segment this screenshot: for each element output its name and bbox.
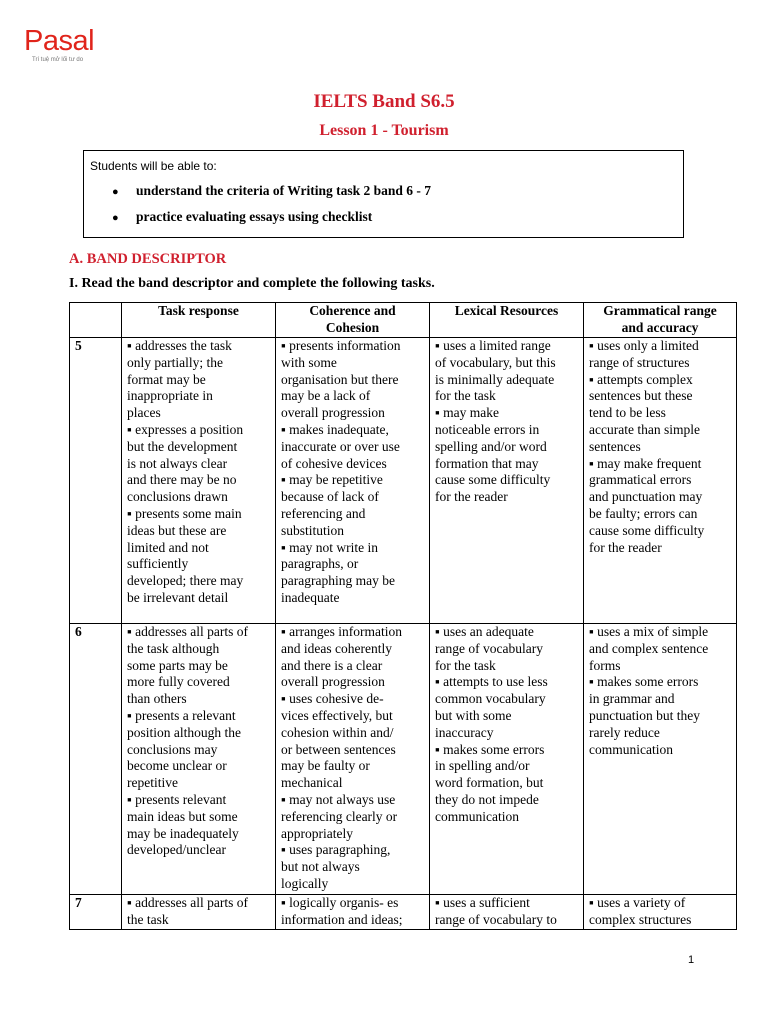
cell-line: ▪ uses a mix of simple [589,624,709,639]
cell-line: ▪ uses only a limited [589,338,699,353]
objectives-intro: Students will be able to: [90,159,217,173]
objective-item [112,183,431,199]
cell-line: ▪ uses a sufficient [435,895,530,910]
cell-line: or between sentences [281,741,396,757]
objective-text: practice evaluating essays using checklist [136,209,373,224]
cell-line: because of lack of [281,489,379,505]
task-instruction: I. Read the band descriptor and complete the following tasks. [69,276,435,291]
lesson-subtitle: Lesson 1 - Tourism [319,122,449,139]
cell-line: ▪ uses a limited range [435,338,551,353]
cell-line: accurate than simple [589,421,700,437]
cell-line: become unclear or [127,758,227,774]
objective-item [112,209,372,225]
cell-line: cause some difficulty [435,472,551,488]
cell-line: inaccurate or over use [281,438,400,454]
cell-line: ▪ addresses all parts of [127,895,248,910]
cell-line: sentences but these [589,388,693,404]
cell-line: inaccuracy [435,724,494,740]
cell-line: ▪ addresses the task [127,338,232,353]
cell-line: paragraphs, or [281,556,359,572]
cell-line: referencing and [281,505,366,521]
cell-line: position although the [127,724,241,740]
cell-line: range of structures [589,354,690,370]
cell-line: mechanical [281,775,343,791]
cell-line: organisation but there [281,371,399,387]
cell-line: be irrelevant detail [127,589,229,605]
cell-line: ▪ may make frequent [589,455,702,471]
cell-line: range of vocabulary to [435,911,557,927]
column-header-task-response [122,303,276,338]
cell-line: the task [127,911,169,927]
band-column-header [70,303,122,338]
cell-line: may be inadequately [127,825,239,841]
cell-line: communication [435,808,519,824]
task-response-cell [122,624,276,895]
cell-line: formation that may [435,455,539,471]
cell-line: complex structures [589,911,692,927]
cell-line: and punctuation may [589,489,703,505]
cell-line: for the reader [589,539,662,555]
cell-line: is not always clear [127,455,228,471]
objective-text: understand the criteria of Writing task 2 band 6 - 7 [136,183,432,198]
cell-line: range of vocabulary [435,640,543,656]
cell-line: ▪ expresses a position [127,421,244,437]
cell-line: inappropriate in [127,388,213,404]
cell-line: format may be [127,371,206,387]
cell-line: and ideas coherently [281,640,392,656]
cell-line: rarely reduce [589,724,660,740]
cell-line: main ideas but some [127,808,238,824]
cell-line: cohesion within and/ [281,724,394,740]
table-row [70,624,737,895]
cell-line: common vocabulary [435,691,546,707]
cell-line: but not always [281,859,360,875]
cell-line: inadequate [281,589,340,605]
cell-line: ▪ addresses all parts of [127,624,248,639]
cell-line: cause some difficulty [589,522,705,538]
cell-line: noticeable errors in [435,421,540,437]
cell-line: paragraphing may be [281,573,395,589]
cell-line: vices effectively, but [281,707,393,723]
cell-line: conclusions drawn [127,489,228,505]
band-score: 5 [70,338,122,624]
task-response-cell [122,338,276,624]
cell-line: limited and not [127,539,209,555]
band-score: 6 [70,624,122,895]
cell-line: appropriately [281,825,353,841]
column-header-grammar [584,303,737,338]
cell-line: tend to be less [589,405,666,421]
grammar-cell [584,338,737,624]
cell-line: punctuation but they [589,707,700,723]
cell-line: the task although [127,640,220,656]
cell-line: overall progression [281,405,385,421]
grammar-cell [584,895,737,930]
lexical-cell [430,624,584,895]
bullet-icon: ● [112,212,119,224]
cell-line: only partially; the [127,354,223,370]
cell-line: for the reader [435,489,508,505]
grammar-cell [584,624,737,895]
cell-line: ▪ makes some errors [589,674,699,690]
coherence-cell [276,338,430,624]
cell-line: forms [589,657,621,673]
cell-line: Grammatical range [603,303,717,318]
cell-line: spelling and/or word [435,438,547,454]
cell-line: Cohesion [325,319,380,335]
cell-line: referencing clearly or [281,808,398,824]
cell-line: of vocabulary, but this [435,354,556,370]
cell-line: logically [281,875,329,891]
table-row [70,895,737,930]
cell-line: substitution [281,522,345,538]
cell-line: ▪ attempts complex [589,371,693,387]
cell-line: than others [127,691,187,707]
cell-line: ▪ presents some main [127,505,242,521]
cell-line: is minimally adequate [435,371,555,387]
cell-line: Task response [158,303,239,318]
cell-line: ▪ uses cohesive de- [281,691,384,707]
table-header-row [70,303,737,338]
cell-line: developed; there may [127,573,244,589]
cell-line: in grammar and [589,691,675,707]
cell-line: Lexical Resources [454,303,559,318]
cell-line: communication [589,741,673,757]
cell-line: word formation, but [435,775,544,791]
cell-line: ▪ may not always use [281,791,396,807]
pasal-logo [24,26,94,63]
cell-line: sentences [589,438,641,454]
cell-line: may be faulty or [281,758,370,774]
cell-line: overall progression [281,674,385,690]
cell-line: and accuracy [621,319,699,335]
cell-line: information and ideas; [281,911,403,927]
cell-line: but with some [435,707,512,723]
lexical-cell [430,895,584,930]
cell-line: ▪ uses an adequate [435,624,534,639]
cell-line: ▪ makes some errors [435,741,545,757]
cell-line: of cohesive devices [281,455,387,471]
cell-line: ▪ makes inadequate, [281,421,389,437]
page-number: 1 [688,954,695,966]
cell-line: places [127,405,161,421]
cell-line: in spelling and/or [435,758,530,774]
cell-line: may be a lack of [281,388,371,404]
lexical-cell [430,338,584,624]
cell-line: ▪ may make [435,405,500,421]
cell-line: be faulty; errors can [589,505,698,521]
cell-line: with some [281,354,337,370]
cell-line: developed/unclear [127,842,226,858]
cell-line: ▪ logically organis- es [281,895,399,910]
column-header-coherence [276,303,430,338]
cell-line: ▪ uses a variety of [589,895,686,910]
cell-line: sufficiently [127,556,189,572]
cell-line: ▪ attempts to use less [435,674,548,690]
cell-line: but the development [127,438,238,454]
cell-line: repetitive [127,775,178,791]
cell-line: conclusions may [127,741,218,757]
cell-line: ideas but these are [127,522,227,538]
cell-line: grammatical errors [589,472,692,488]
band-score: 7 [70,895,122,930]
cell-line: more fully covered [127,674,230,690]
cell-line: some parts may be [127,657,228,673]
cell-line: ▪ uses paragraphing, [281,842,391,858]
bullet-icon: ● [112,186,119,198]
task-response-cell [122,895,276,930]
logo-wordmark: Pasal [24,25,95,57]
cell-line: ▪ may be repetitive [281,472,383,488]
coherence-cell [276,895,430,930]
cell-line: Coherence and [309,303,396,318]
cell-line: they do not impede [435,791,539,807]
column-header-lexical [430,303,584,338]
cell-line: ▪ presents a relevant [127,707,236,723]
cell-line: for the task [435,388,496,404]
page-title: IELTS Band S6.5 [313,91,455,112]
table-row [70,338,737,624]
cell-line: ▪ arranges information [281,624,402,639]
cell-line: and there may be no [127,472,237,488]
cell-line: and there is a clear [281,657,383,673]
objectives-box [83,150,684,238]
cell-line: for the task [435,657,496,673]
cell-line: and complex sentence [589,640,709,656]
cell-line: ▪ may not write in [281,539,379,555]
section-heading: A. BAND DESCRIPTOR [69,251,227,267]
logo-tagline: Trí tuệ mở lối tư do [32,57,84,63]
cell-line: ▪ presents information [281,338,401,353]
cell-line: ▪ presents relevant [127,791,227,807]
coherence-cell [276,624,430,895]
band-descriptor-table [69,302,737,930]
